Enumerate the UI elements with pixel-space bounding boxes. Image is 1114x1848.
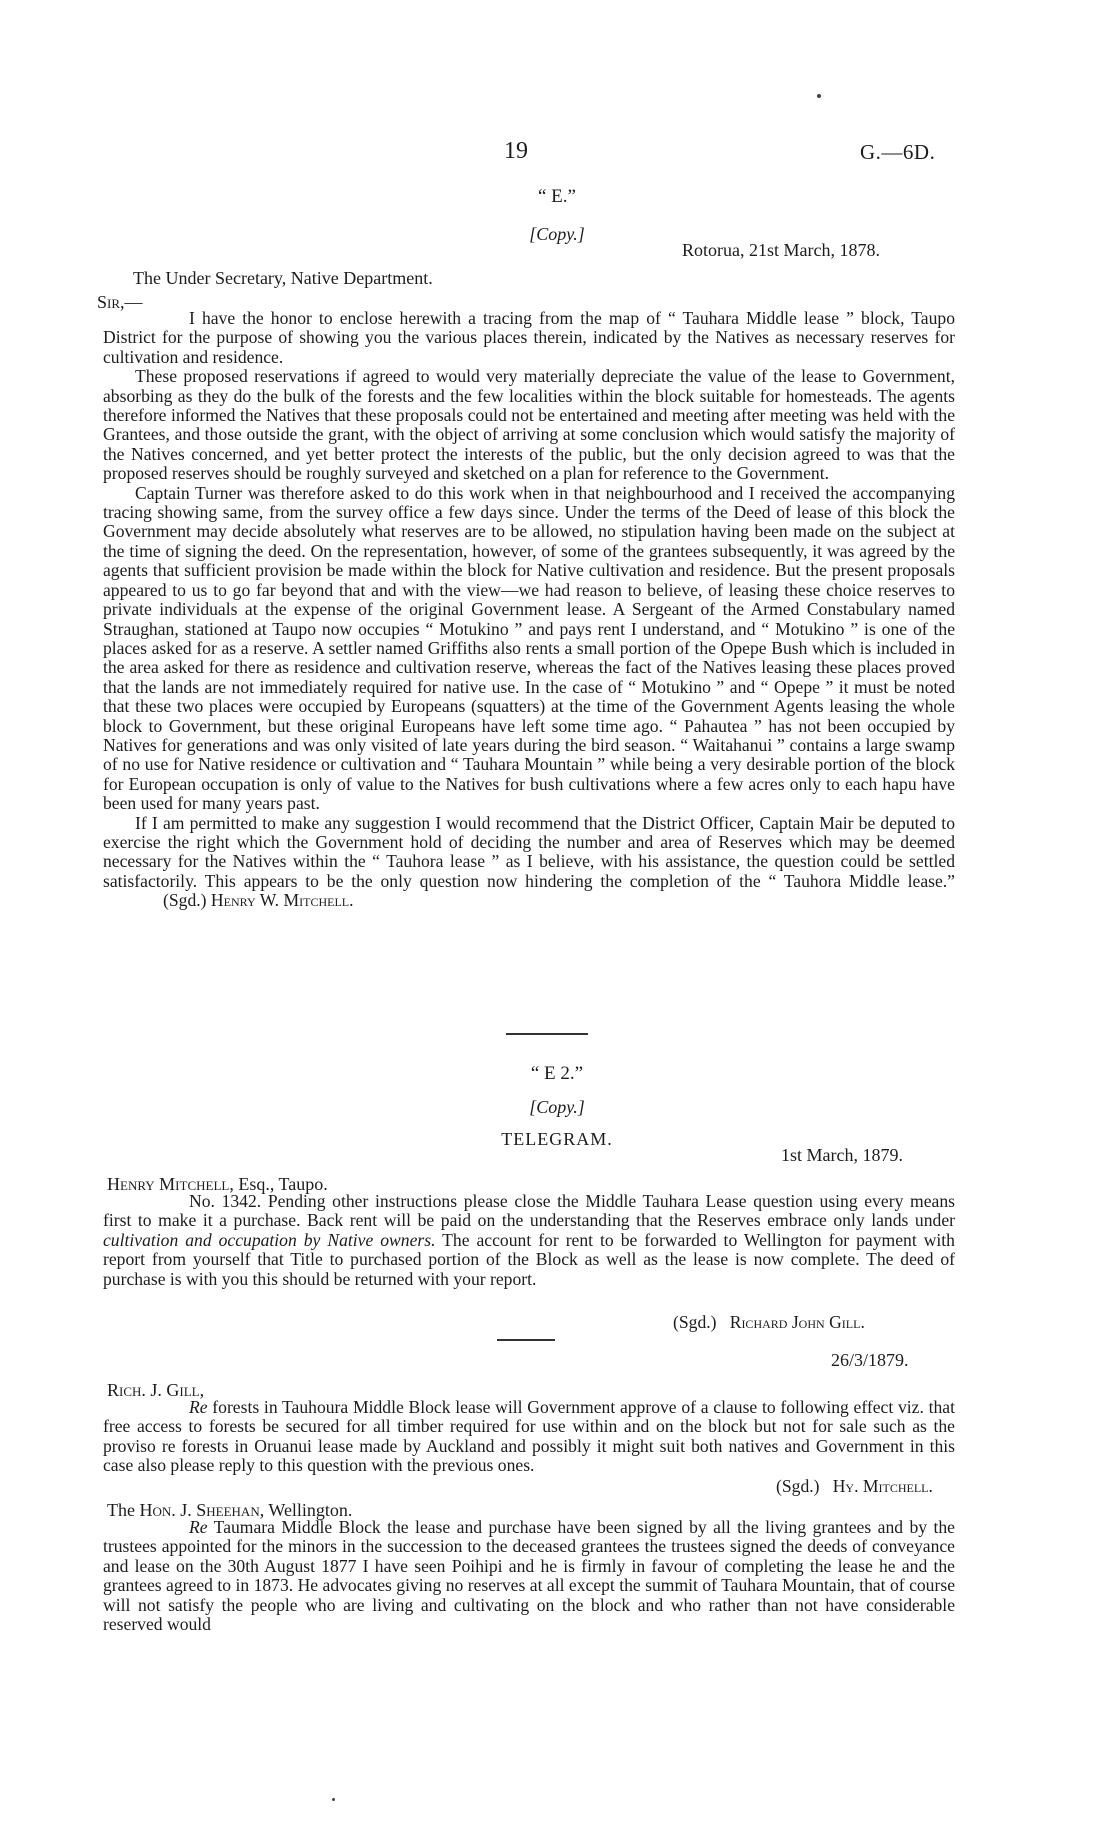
letter-e-date: Rotorua, 21st March, 1878. — [682, 240, 880, 260]
letter-e-addressee: The Under Secretary, Native Department. — [133, 268, 433, 288]
letter-e-paragraph: I have the honor to enclose herewith a tracing from the map of “ Tauhara Middle lease ” block, Taupo District for the purpose of showing you the various places therein, indicated by the Natives as necessary reserves for cultivation and residence. — [103, 308, 955, 367]
scan-speck — [332, 1798, 335, 1801]
telegram-3-body — [103, 1518, 955, 1634]
page-number: 19 — [504, 138, 528, 164]
divider — [506, 1033, 588, 1035]
letter-e-signature: (Sgd.) Henry W. Mitchell. — [163, 890, 354, 911]
letter-e-body — [103, 309, 955, 911]
telegram-2-paragraph: Re forests in Tauhoura Middle Block lease will Government approve of a clause to following effect viz. that free access to forests be secured for all timber required for use within and on the block but not for sale such as the proviso re forests in Oruanui lease made by Auckland and possibly it might suit both natives and Government in this case also please reply to this question with the previous ones. — [103, 1397, 955, 1476]
telegram-2-addressee: Rich. J. Gill, — [107, 1380, 205, 1400]
letter-e2-body — [103, 1192, 955, 1289]
telegram-title: TELEGRAM. — [501, 1129, 613, 1149]
divider — [497, 1339, 555, 1341]
letter-e2-addressee: Henry Mitchell, Esq., Taupo. — [107, 1174, 328, 1194]
document-reference: G.—6D. — [860, 140, 936, 164]
telegram-3-addressee: The Hon. J. Sheehan, Wellington. — [107, 1500, 353, 1520]
telegram-2-body — [103, 1398, 955, 1476]
letter-e2-signature: (Sgd.) Richard John Gill. — [673, 1312, 865, 1332]
telegram-2-date: 26/3/1879. — [831, 1350, 909, 1370]
scan-speck — [817, 94, 821, 98]
letter-e2-copy-label: [Copy.] — [529, 1097, 585, 1117]
letter-e-mark: “ E.” — [538, 186, 576, 207]
letter-e2-paragraph: No. 1342. Pending other instructions please close the Middle Tauhara Lease question using every means first to make it a purchase. Back rent will be paid on the understanding that the Reserves embrace only lands under cultivation and occupation by Native owners. The account for rent to be forwarded to Wellington for payment with report from yourself that Title to purchased portion of the Block as well as the lease is now complete. The deed of purchase is with you this should be returned with your report. — [103, 1191, 955, 1289]
letter-e-copy-label: [Copy.] — [529, 224, 585, 244]
telegram-3-paragraph: Re Taumara Middle Block the lease and purchase have been signed by all the living grantees and by the trustees appointed for the minors in the succession to the deceased grantees the trustees signed the deeds of conveyance and lease on the 30th August 1877 I have seen Poihipi and he is firmly in favour of completing the lease he and the grantees agreed to in 1873. He advocates giving no reserves at all except the summit of Tauhara Mountain, that of course will not satisfy the people who are living and cultivating on the block and who rather than not have considerable reserved would — [103, 1517, 955, 1635]
letter-e-salutation: Sir,— — [97, 292, 143, 312]
letter-e2-mark: “ E 2.” — [530, 1063, 584, 1084]
letter-e-paragraph: If I am permitted to make any suggestion I would recommend that the District Officer, Captain Mair be deputed to exercise the right which the Government hold of deciding the number and area of Reserves which may be deemed necessary for the Natives within the “ Tauhora lease ” as I believe, with his assistance, the question could be settled satisfactorily. This appears to be the only question now hindering the completion of the “ Tauhora Middle lease.”(Sgd.) Henry W. Mitchell. — [103, 812, 955, 911]
letter-e-paragraph: These proposed reservations if agreed to would very materially depreciate the value of the lease to Government, absorbing as they do the bulk of the forests and the few localities within the block suitable for homesteads. The agents therefore informed the Natives that these proposals could not be entertained and meeting after meeting was held with the Grantees, and those outside the grant, with the object of arriving at some conclusion which would satisfy the majority of the Natives concerned, and yet better protect the interests of the public, but the only decision agreed to was that the proposed reserves should be roughly surveyed and sketched on a plan for reference to the Government. — [103, 366, 955, 484]
letter-e2-date: 1st March, 1879. — [781, 1145, 903, 1165]
telegram-2-signature: (Sgd.) Hy. Mitchell. — [776, 1476, 933, 1496]
letter-e-paragraph: Captain Turner was therefore asked to do this work when in that neighbourhood and I received the accompanying tracing showing same, from the survey office a few days since. Under the terms of the Deed of lease of this block the Government may decide absolutely what reserves are to be allowed, no stipulation having been made on the subject at the time of signing the deed. On the representation, however, of some of the grantees subsequently, it was agreed by the agents that sufficient provision be made within the block for Native cultivation and residence. But the present proposals appeared to us to go far beyond that and with the view—we had reason to believe, of leasing these choice reserves to private individuals at the expense of the original Government lease. A Sergeant of the Armed Constabulary named Straughan, stationed at Taupo now occupies “ Motukino ” and pays rent I understand, and “ Motukino ” is one of the places asked for as a reserve. A settler named Griffiths also rents a small portion of the Opepe Bush which is included in the area asked for there as residence and cultivation reserve, whereas the fact of the Natives leasing these places proved that the lands are not immediately required for native use. In the case of “ Motukino ” and “ Opepe ” it must be noted that these two places were occupied by Europeans (squatters) at the time of the Government Agents leasing the whole block to Government, but these original Europeans have left some time ago. “ Pahautea ” has not been occupied by Natives for generations and was only visited of late years during the bird season. “ Waitahanui ” contains a large swamp of no use for Native residence or cultivation and “ Tauhara Mountain ” while being a very desirable portion of the block for European occupation is only of value to the Natives for bush cultivations where a few acres only to each hapu have been used for many years past. — [103, 482, 955, 814]
